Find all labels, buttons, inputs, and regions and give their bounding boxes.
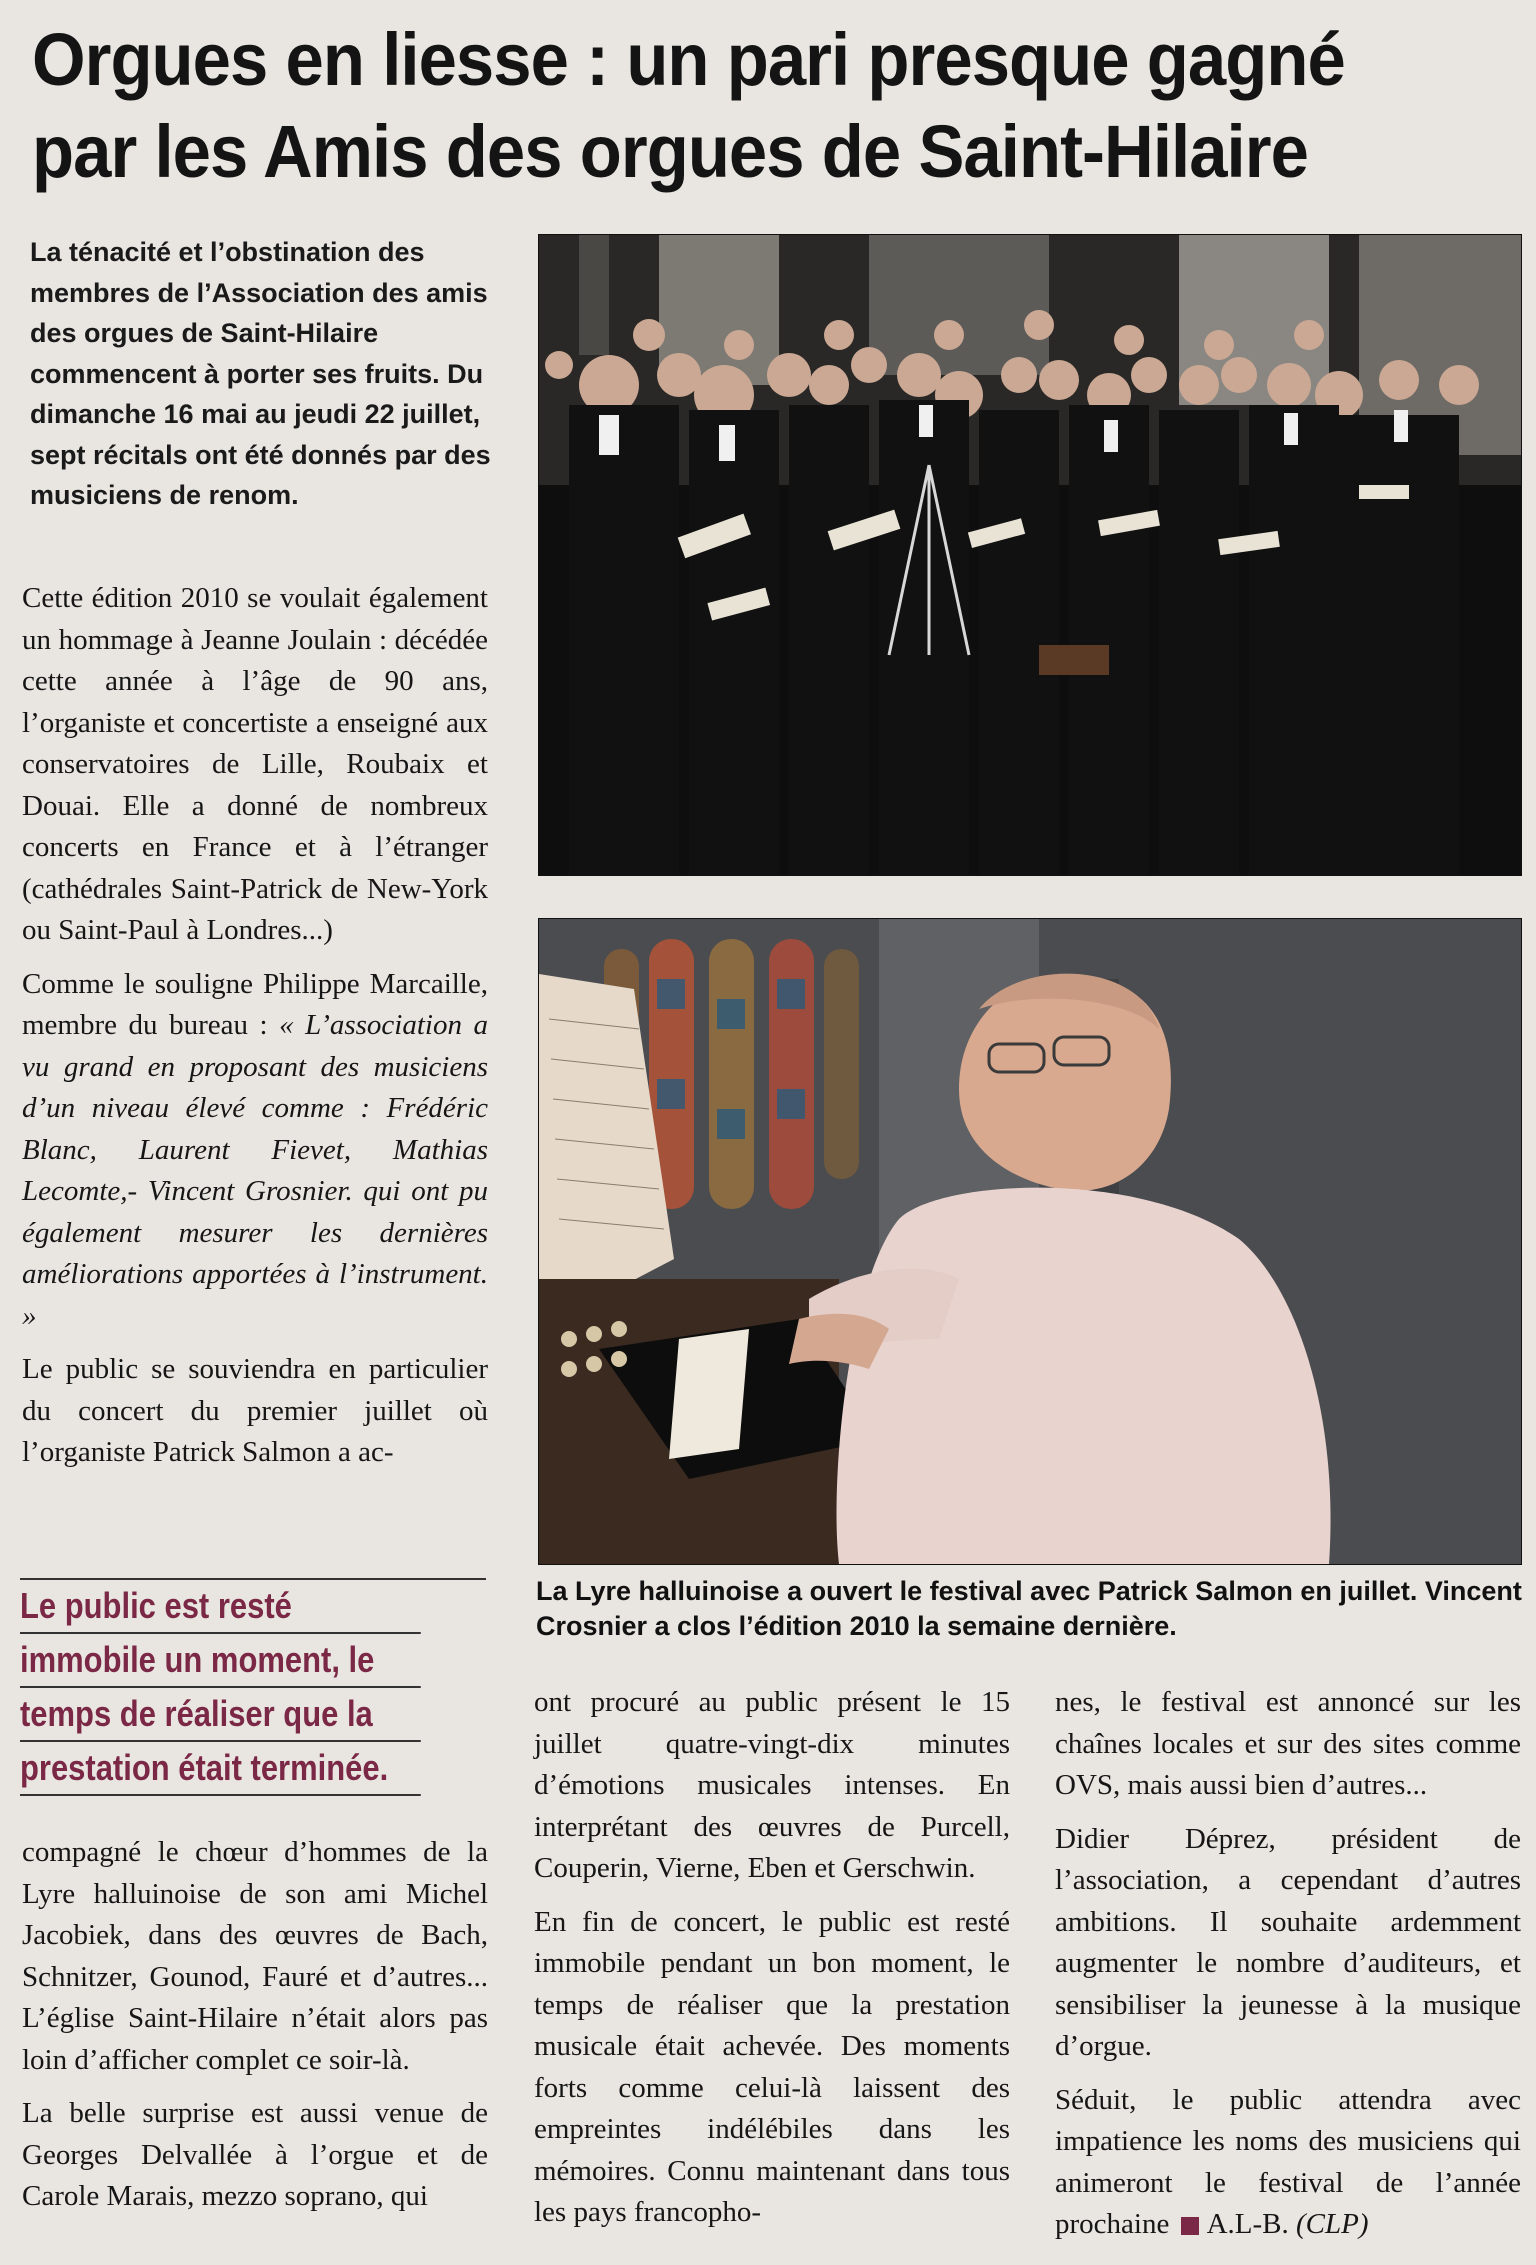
- column-1-continued: [22, 1832, 488, 2230]
- signature-agency: (CLP): [1296, 2208, 1369, 2240]
- paragraph: Le public se souviendra en particulier du concert du premier juillet où l’organiste Patrick Salmon a ac-: [22, 1353, 488, 1468]
- paragraph: Cette édition 2010 se voulait également un hommage à Jeanne Joulain : décédée cette année à l’âge de 90 ans, l’organiste et concertiste a enseigné aux conservatoires de Lille, Roubaix et Douai. Elle a donné de nombreux concerts en France et à l’étranger (cathédrales Saint-Patrick de New-York ou Saint-Paul à Londres...): [22, 582, 488, 946]
- choir-photo-illustration: [539, 235, 1521, 875]
- paragraph: nes, le festival est annoncé sur les chaînes locales et sur des sites comme OVS, mais aussi bien d’autres...: [1055, 1686, 1521, 1801]
- paragraph-text: Séduit, le public attendra avec impatience les noms des musiciens qui animeront le festival de l’année prochaine: [1055, 2083, 1521, 2240]
- quote-intro: Comme le souligne Philippe Marcaille, membre du bureau :: [22, 967, 488, 1041]
- pull-quote: [20, 1578, 486, 1796]
- paragraph: La belle surprise est aussi venue de Georges Delvallée à l’orgue et de Carole Marais, mezzo soprano, qui: [22, 2097, 488, 2212]
- headline-line-1: Orgues en liesse : un pari presque gagné: [32, 18, 1345, 101]
- pull-quote-line: Le public est resté: [20, 1580, 421, 1634]
- signature-name: A.L-B.: [1206, 2208, 1289, 2240]
- paragraph: compagné le chœur d’hommes de la Lyre halluinoise de son ami Michel Jacobiek, dans des œuvres de Bach, Schnitzer, Gounod, Fauré et d’autres... L’église Saint-Hilaire n’était alors pas loin d’afficher complet ce soir-là.: [22, 1836, 488, 2076]
- choir-photo: [538, 234, 1522, 876]
- paragraph: Didier Déprez, président de l’association, a cependant d’autres ambitions. Il souhaite ardemment augmenter le nombre d’auditeurs, et sensibiliser la jeunesse à la musique d’orgue.: [1055, 1822, 1521, 2062]
- signature: [1177, 2208, 1369, 2240]
- column-2: [534, 1682, 1010, 2246]
- organist-photo-illustration: [539, 919, 1521, 1564]
- organist-photo: [538, 918, 1522, 1565]
- paragraph-quote: [22, 964, 488, 1338]
- column-1: [22, 578, 488, 1486]
- paragraph: En fin de concert, le public est resté immobile pendant un bon moment, le temps de réaliser que la prestation musicale était achevée. Des moments forts comme celui-là laissent des empreintes indélébiles dans les mémoires. Connu maintenant dans tous les pays francopho-: [534, 1905, 1010, 2228]
- pull-quote-line: temps de réaliser que la: [20, 1688, 421, 1742]
- end-square-icon: [1181, 2217, 1199, 2235]
- paragraph-final: [1055, 2080, 1521, 2246]
- paragraph: ont procuré au public présent le 15 juillet quatre-vingt-dix minutes d’émotions musicales intenses. En interprétant des œuvres de Purcell, Couperin, Vierne, Eben et Gerschwin.: [534, 1686, 1010, 1884]
- column-3: [1055, 1682, 1521, 2258]
- pull-quote-line: prestation était terminée.: [20, 1742, 421, 1796]
- lead-paragraph: La ténacité et l’obstination des membres de l’Association des amis des orgues de Saint-Hilaire commencent à porter ses fruits. Du dimanche 16 mai au jeudi 22 juillet, sept récitals ont été donnés par des musiciens de renom.: [30, 237, 491, 510]
- headline: [32, 14, 1408, 198]
- pull-quote-line: immobile un moment, le: [20, 1634, 421, 1688]
- photo-caption: La Lyre halluinoise a ouvert le festival avec Patrick Salmon en juillet. Vincent Crosnier a clos l’édition 2010 la semaine dernière.: [536, 1576, 1522, 1641]
- quote-text: « L’association a vu grand en proposant des musiciens d’un niveau élevé comme : Frédéric Blanc, Laurent Fievet, Mathias Lecomte,- Vincent Grosnier. qui ont pu également mesurer les dernières améliorations apportées à l’instrument. »: [22, 1009, 488, 1332]
- headline-line-2: par les Amis des orgues de Saint-Hilaire: [32, 110, 1308, 193]
